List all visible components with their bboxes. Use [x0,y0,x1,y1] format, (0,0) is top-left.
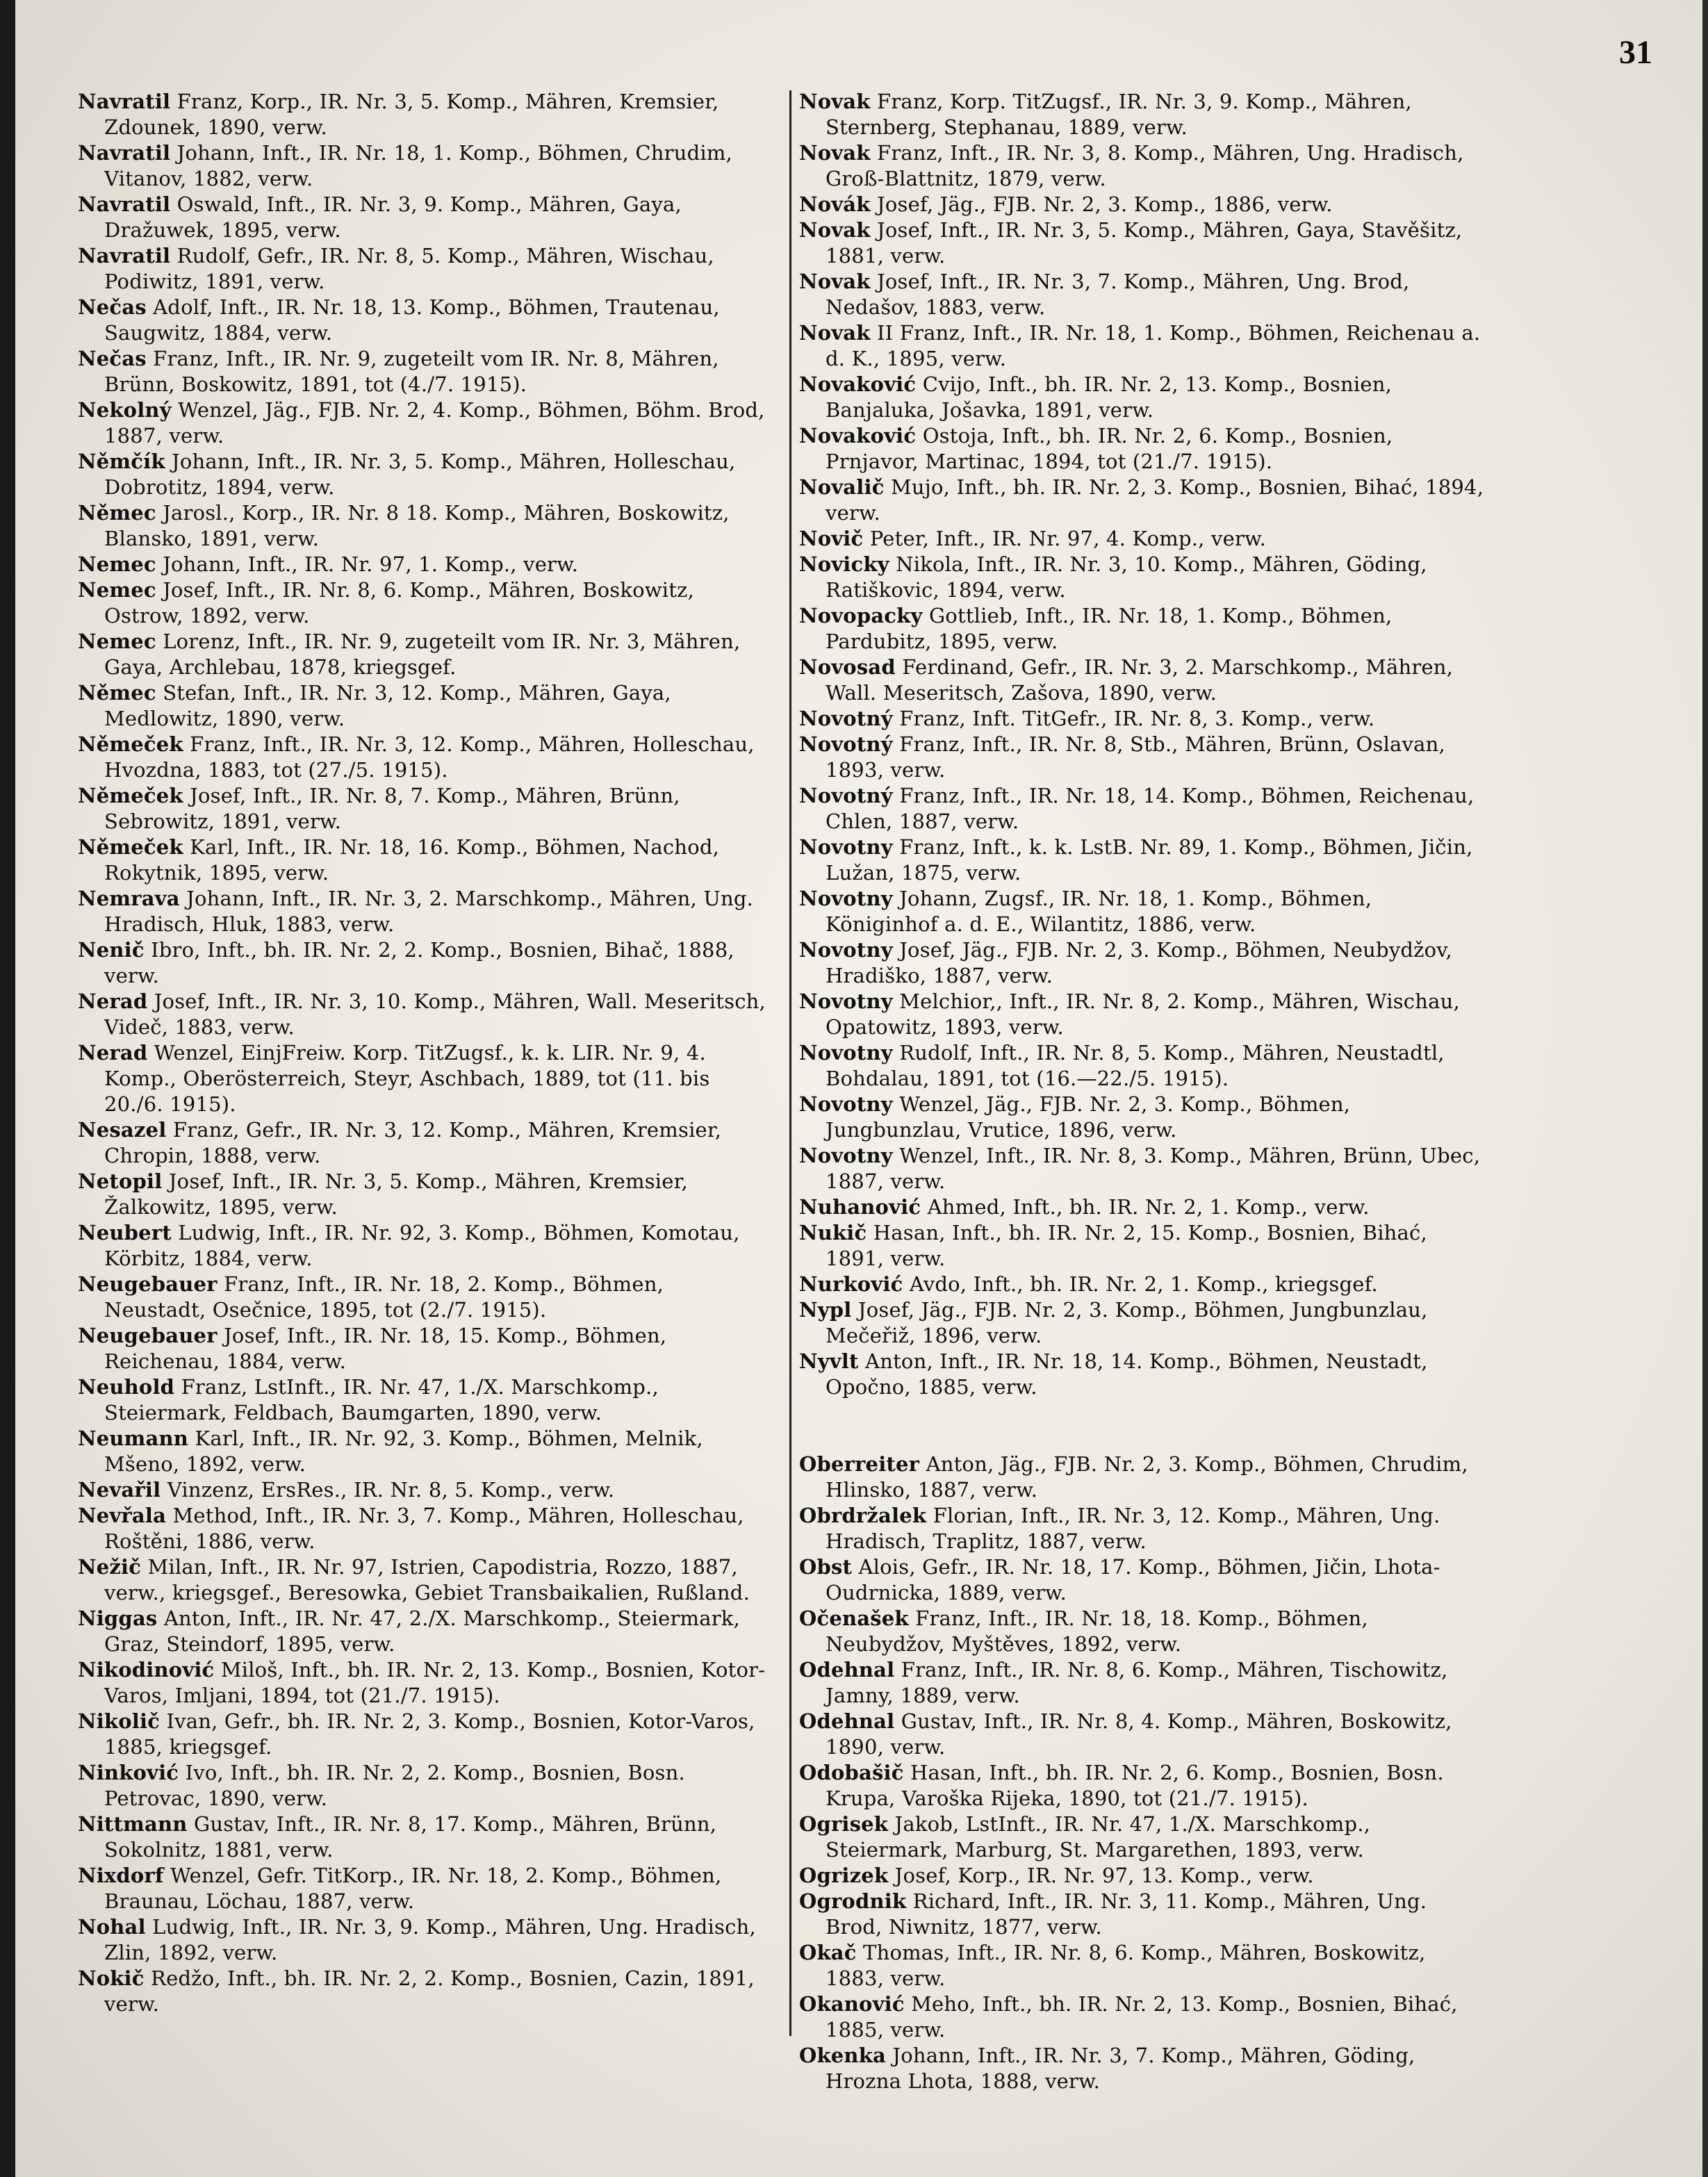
entry-surname: Novák [799,192,871,216]
register-entry [799,1452,1487,1503]
entry-surname: Ninković [78,1761,179,1784]
entry-details: Rudolf, Inft., IR. Nr. 8, 5. Komp., Mähren, Neustadtl, Bohdalau, 1891, tot (16.—22./5. 1915). [826,1041,1445,1090]
entry-details: Karl, Inft., IR. Nr. 18, 16. Komp., Böhmen, Nachod, Rokytnik, 1895, verw. [104,835,720,885]
register-entry [78,1272,766,1323]
entry-surname: Nokič [78,1966,145,1990]
entry-surname: Nesazel [78,1118,167,1142]
entry-details: Ludwig, Inft., IR. Nr. 92, 3. Komp., Böhmen, Komotau, Körbitz, 1884, verw. [104,1221,740,1270]
register-entry [799,1889,1487,1940]
entry-details: Franz, Inft., IR. Nr. 3, 8. Komp., Mähren, Ung. Hradisch, Groß-Blattnitz, 1879, verw. [826,141,1464,190]
entry-details: Josef, Inft., IR. Nr. 18, 15. Komp., Böhmen, Reichenau, 1884, verw. [104,1324,667,1373]
register-entry [799,989,1487,1040]
register-entry [799,526,1487,552]
page-number: 31 [1619,34,1652,71]
register-entry [78,1606,766,1657]
entry-surname: Odobašič [799,1761,904,1784]
register-entry [799,655,1487,706]
register-entry [799,475,1487,526]
entry-surname: Němeček [78,784,183,807]
register-entry [799,1554,1487,1606]
entry-details: Wenzel, Gefr. TitKorp., IR. Nr. 18, 2. Komp., Böhmen, Braunau, Löchau, 1887, verw. [104,1864,722,1913]
entry-surname: Okač [799,1941,857,1964]
entry-details: Ibro, Inft., bh. IR. Nr. 2, 2. Komp., Bosnien, Bihač, 1888, verw. [104,938,734,987]
register-entry [78,346,766,397]
register-entry [78,732,766,783]
entry-surname: Nečas [78,347,147,370]
register-entry [78,1966,766,2017]
entry-details: Jakob, LstInft., IR. Nr. 47, 1./X. Marschkomp., Steiermark, Marburg, St. Margarethen, 1893, verw. [826,1812,1371,1862]
register-entry [78,397,766,449]
entry-surname: Nekolný [78,398,172,422]
entry-details: Oswald, Inft., IR. Nr. 3, 9. Komp., Mähren, Gaya, Dražuwek, 1895, verw. [104,192,682,242]
entry-details: Richard, Inft., IR. Nr. 3, 11. Komp., Mähren, Ung. Brod, Niwnitz, 1877, verw. [826,1889,1427,1939]
entry-surname: Neumann [78,1427,189,1450]
register-entry [78,1657,766,1709]
entry-details: Josef, Inft., IR. Nr. 3, 7. Komp., Mähren, Ung. Brod, Nedašov, 1883, verw. [826,270,1410,319]
right-column [799,89,1487,2094]
entry-surname: Novaković [799,372,917,396]
register-entry [799,1143,1487,1194]
entry-surname: Ogrisek [799,1812,889,1836]
register-entry [78,243,766,295]
register-entry [799,423,1487,475]
entry-surname: Nohal [78,1915,146,1939]
register-entry [799,372,1487,423]
register-entry [78,1709,766,1760]
entry-surname: Nerad [78,989,148,1013]
entry-details: Ludwig, Inft., IR. Nr. 3, 9. Komp., Mähren, Ung. Hradisch, Zlin, 1892, verw. [104,1915,756,1964]
entry-surname: Novopacky [799,604,923,627]
register-entry [78,577,766,629]
register-entry [799,1092,1487,1143]
entry-details: Franz, LstInft., IR. Nr. 47, 1./X. Marschkomp., Steiermark, Feldbach, Baumgarten, 1890, verw. [104,1375,659,1424]
entry-surname: Nittmann [78,1812,188,1836]
entry-details: Gustav, Inft., IR. Nr. 8, 4. Komp., Mähren, Boskowitz, 1890, verw. [826,1709,1452,1759]
register-entry [799,1194,1487,1220]
entry-details: Wenzel, Jäg., FJB. Nr. 2, 4. Komp., Böhmen, Böhm. Brod, 1887, verw. [104,398,765,447]
entry-surname: Nixdorf [78,1864,164,1887]
entry-details: Nikola, Inft., IR. Nr. 3, 10. Komp., Mähren, Göding, Ratiškovic, 1894, verw. [826,552,1427,602]
register-entry [799,783,1487,835]
entry-surname: Niggas [78,1607,158,1630]
entry-details: Josef, Inft., IR. Nr. 3, 10. Komp., Mähren, Wall. Meseritsch, Videč, 1883, verw. [104,989,766,1039]
entry-surname: Nemrava [78,887,180,910]
entry-surname: Němeček [78,732,183,756]
register-entry [799,1760,1487,1812]
entry-surname: Netopil [78,1169,163,1193]
entry-surname: Obst [799,1555,853,1579]
register-entry [799,1863,1487,1889]
entry-surname: Nikolič [78,1709,161,1733]
register-entry [78,192,766,243]
entry-surname: Novak [799,270,871,293]
entry-details: Johann, Inft., IR. Nr. 18, 1. Komp., Böhmen, Chrudim, Vitanov, 1882, verw. [104,141,732,190]
entry-details: Franz, Inft., IR. Nr. 3, 12. Komp., Mähren, Holleschau, Hvozdna, 1883, tot (27./5. 1915). [104,732,755,782]
register-entry [78,1374,766,1426]
entry-surname: Neugebauer [78,1324,217,1347]
register-entry [799,552,1487,603]
register-entry [78,1503,766,1554]
register-entry [78,1117,766,1169]
entry-surname: Novicky [799,552,889,576]
entry-details: Avdo, Inft., bh. IR. Nr. 2, 1. Komp., kriegsgef. [909,1272,1378,1296]
register-entry [799,732,1487,783]
entry-surname: Novak [799,90,871,113]
entry-details: Johann, Inft., IR. Nr. 3, 7. Komp., Mähren, Göding, Hrozna Lhota, 1888, verw. [826,2044,1415,2093]
register-entry [78,449,766,500]
entry-details: Wenzel, Jäg., FJB. Nr. 2, 3. Komp., Böhmen, Jungbunzlau, Vrutice, 1896, verw. [826,1092,1351,1142]
entry-details: Method, Inft., IR. Nr. 3, 7. Komp., Mähren, Holleschau, Roštěni, 1886, verw. [104,1504,744,1553]
register-entry [799,89,1487,140]
register-entry [78,1554,766,1606]
left-column [78,89,766,2017]
entry-surname: Nerad [78,1041,148,1065]
register-entry [799,1349,1487,1400]
section-gap [799,1400,1487,1452]
page-edge-left [0,0,15,2177]
entry-details: Vinzenz, ErsRes., IR. Nr. 8, 5. Komp., verw. [167,1478,615,1502]
entry-surname: Nuhanović [799,1195,921,1219]
entry-surname: Nemec [78,630,156,653]
column-divider [789,90,791,2036]
register-entry [799,1709,1487,1760]
register-entry [78,680,766,732]
register-entry [799,1503,1487,1554]
entry-surname: Novotný [799,784,893,807]
entry-surname: Navratil [78,141,171,165]
entry-details: Franz, Inft., k. k. LstB. Nr. 89, 1. Komp., Böhmen, Jičin, Lužan, 1875, verw. [826,835,1473,885]
register-entry [799,320,1487,372]
page-edge-right [1702,0,1708,2177]
register-entry [78,783,766,835]
entry-details: Gottlieb, Inft., IR. Nr. 18, 1. Komp., Böhmen, Pardubitz, 1895, verw. [826,604,1393,653]
register-entry [799,192,1487,217]
entry-surname: Novalič [799,475,885,499]
entry-surname: Novotny [799,1092,893,1116]
register-entry [799,269,1487,320]
register-entry [78,1040,766,1117]
entry-surname: Novotny [799,1041,893,1065]
entry-surname: Němec [78,501,156,525]
entry-surname: Odehnal [799,1709,895,1733]
entry-surname: Novaković [799,424,917,447]
entry-surname: Očenašek [799,1607,909,1630]
entry-details: Josef, Inft., IR. Nr. 3, 5. Komp., Mähren, Kremsier, Žalkowitz, 1895, verw. [104,1169,688,1219]
entry-surname: Novosad [799,655,896,679]
entry-surname: Nenič [78,938,145,962]
entry-surname: Novotny [799,938,893,962]
entry-surname: Neugebauer [78,1272,217,1296]
entry-details: Hasan, Inft., bh. IR. Nr. 2, 15. Komp., Bosnien, Bihać, 1891, verw. [826,1221,1427,1270]
entry-surname: Neubert [78,1221,172,1244]
entry-details: Franz, Korp. TitZugsf., IR. Nr. 3, 9. Komp., Mähren, Sternberg, Stephanau, 1889, verw. [826,90,1412,139]
entry-details: Anton, Jäg., FJB. Nr. 2, 3. Komp., Böhmen, Chrudim, Hlinsko, 1887, verw. [826,1452,1468,1502]
register-entry [78,89,766,140]
entry-details: Ivan, Gefr., bh. IR. Nr. 2, 3. Komp., Bosnien, Kotor-Varos, 1885, kriegsgef. [104,1709,755,1759]
register-entry [799,603,1487,655]
entry-details: Josef, Inft., IR. Nr. 8, 6. Komp., Mähren, Boskowitz, Ostrow, 1892, verw. [104,578,695,627]
entry-details: Wenzel, EinjFreiw. Korp. TitZugsf., k. k. LIR. Nr. 9, 4. Komp., Oberösterreich, Steyr, Aschbach, 1889, tot (11. bis 20./6. 1915). [104,1041,710,1116]
entry-surname: Oberreiter [799,1452,920,1476]
register-entry [799,835,1487,886]
entry-surname: Navratil [78,192,171,216]
entry-details: Stefan, Inft., IR. Nr. 3, 12. Komp., Mähren, Gaya, Medlowitz, 1890, verw. [104,681,671,730]
entry-details: Florian, Inft., IR. Nr. 3, 12. Komp., Mähren, Ung. Hradisch, Traplitz, 1887, verw. [826,1504,1440,1553]
entry-details: Johann, Inft., IR. Nr. 3, 5. Komp., Mähren, Holleschau, Dobrotitz, 1894, verw. [104,450,736,499]
register-entry [78,1863,766,1914]
entry-surname: Nyvlt [799,1349,859,1373]
entry-details: Miloš, Inft., bh. IR. Nr. 2, 13. Komp., Bosnien, Kotor-Varos, Imljani, 1894, tot (21./7. 1915). [104,1658,766,1707]
entry-details: Franz, Inft., IR. Nr. 18, 2. Komp., Böhmen, Neustadt, Osečnice, 1895, tot (2./7. 1915). [104,1272,664,1322]
entry-details: Josef, Jäg., FJB. Nr. 2, 3. Komp., Böhmen, Neubydžov, Hradiško, 1887, verw. [826,938,1452,987]
entry-details: Karl, Inft., IR. Nr. 92, 3. Komp., Böhmen, Melnik, Mšeno, 1892, verw. [104,1427,703,1476]
entry-details: Gustav, Inft., IR. Nr. 8, 17. Komp., Mähren, Brünn, Sokolnitz, 1881, verw. [104,1812,717,1862]
register-entry [799,886,1487,937]
entry-surname: Nevřala [78,1504,167,1527]
entry-details: Milan, Inft., IR. Nr. 97, Istrien, Capodistria, Rozzo, 1887, verw., kriegsgef., Beresowka, Gebiet Transbaikalien, Rußland. [104,1555,750,1604]
register-entry [799,1991,1487,2043]
entry-details: Franz, Inft., IR. Nr. 18, 18. Komp., Böhmen, Neubydžov, Myštěves, 1892, verw. [826,1607,1368,1656]
register-entry [78,629,766,680]
entry-surname: Nemec [78,578,156,602]
entry-details: Cvijo, Inft., bh. IR. Nr. 2, 13. Komp., Bosnien, Banjaluka, Jošavka, 1891, verw. [826,372,1393,422]
entry-details: Rudolf, Gefr., IR. Nr. 8, 5. Komp., Mähren, Wischau, Podiwitz, 1891, verw. [104,244,714,293]
register-entry [78,1169,766,1220]
entry-surname: Němeček [78,835,183,859]
entry-surname: Novotny [799,989,893,1013]
entry-details: Franz, Inft., IR. Nr. 8, Stb., Mähren, Brünn, Oslavan, 1893, verw. [826,732,1445,782]
register-entry [78,552,766,577]
register-entry [799,1606,1487,1657]
register-entry [799,1272,1487,1297]
entry-details: Ostoja, Inft., bh. IR. Nr. 2, 6. Komp., Bosnien, Prnjavor, Martinac, 1894, tot (21./7. 1915). [826,424,1393,473]
register-entry [799,706,1487,732]
entry-details: Ahmed, Inft., bh. IR. Nr. 2, 1. Komp., verw. [927,1195,1370,1219]
entry-details: Johann, Zugsf., IR. Nr. 18, 1. Komp., Böhmen, Königinhof a. d. E., Wilantitz, 1886, verw. [826,887,1372,936]
entry-details: Ferdinand, Gefr., IR. Nr. 3, 2. Marschkomp., Mähren, Wall. Meseritsch, Zašova, 1890, verw. [826,655,1454,705]
register-entry [799,1040,1487,1092]
entry-surname: Novotny [799,835,893,859]
entry-surname: Nevařil [78,1478,161,1502]
entry-details: Franz, Inft., IR. Nr. 18, 14. Komp., Böhmen, Reichenau, Chlen, 1887, verw. [826,784,1475,833]
register-entry [78,295,766,346]
entry-surname: Nikodinović [78,1658,215,1682]
entry-surname: Nečas [78,295,147,319]
entry-details: Meho, Inft., bh. IR. Nr. 2, 13. Komp., Bosnien, Bihać, 1885, verw. [826,1992,1458,2042]
entry-surname: Novak [799,321,871,345]
register-entry [799,140,1487,192]
entry-details: Wenzel, Inft., IR. Nr. 8, 3. Komp., Mähren, Brünn, Ubec, 1887, verw. [826,1144,1481,1193]
entry-details: Franz, Inft., IR. Nr. 9, zugeteilt vom IR. Nr. 8, Mähren, Brünn, Boskowitz, 1891, tot (4./7. 1915). [104,347,719,396]
right-column-n-entries [799,89,1487,1400]
entry-details: Alois, Gefr., IR. Nr. 18, 17. Komp., Böhmen, Jičin, Lhota-Oudrnicka, 1889, verw. [826,1555,1440,1604]
entry-details: Jarosl., Korp., IR. Nr. 8 18. Komp., Mähren, Boskowitz, Blansko, 1891, verw. [104,501,730,550]
entry-surname: Němčík [78,450,165,473]
entry-surname: Navratil [78,90,171,113]
right-column-o-entries [799,1452,1487,2094]
register-entry [78,1914,766,1966]
entry-surname: Navratil [78,244,171,268]
register-entry [78,1477,766,1503]
entry-surname: Nežič [78,1555,142,1579]
entry-details: Anton, Inft., IR. Nr. 47, 2./X. Marschkomp., Steiermark, Graz, Steindorf, 1895, verw. [104,1607,740,1656]
register-entry [799,937,1487,989]
entry-details: Josef, Jäg., FJB. Nr. 2, 3. Komp., Böhmen, Jungbunzlau, Mečeřiž, 1896, verw. [826,1298,1428,1347]
register-entry [78,1426,766,1477]
register-entry [78,937,766,989]
entry-surname: Ogrodnik [799,1889,907,1913]
entry-surname: Nukič [799,1221,867,1244]
register-entry [799,1812,1487,1863]
entry-surname: Novotný [799,732,893,756]
entry-details: Mujo, Inft., bh. IR. Nr. 2, 3. Komp., Bosnien, Bihać, 1894, verw. [826,475,1484,525]
entry-surname: Nurković [799,1272,903,1296]
entry-surname: Novotný [799,707,893,730]
entry-surname: Neuhold [78,1375,175,1399]
entry-surname: Okenka [799,2044,886,2067]
entry-details: Ivo, Inft., bh. IR. Nr. 2, 2. Komp., Bosnien, Bosn. Petrovac, 1890, verw. [104,1761,685,1810]
entry-details: Franz, Inft. TitGefr., IR. Nr. 8, 3. Komp., verw. [899,707,1375,730]
entry-details: Thomas, Inft., IR. Nr. 8, 6. Komp., Mähren, Boskowitz, 1883, verw. [826,1941,1426,1990]
register-entry [799,1220,1487,1272]
entry-details: Josef, Inft., IR. Nr. 8, 7. Komp., Mähren, Brünn, Sebrowitz, 1891, verw. [104,784,680,833]
entry-details: Josef, Korp., IR. Nr. 97, 13. Komp., verw. [894,1864,1314,1887]
register-entry [78,989,766,1040]
entry-details: Josef, Inft., IR. Nr. 3, 5. Komp., Mähren, Gaya, Stavěšitz, 1881, verw. [826,218,1463,268]
entry-surname: Novak [799,218,871,242]
entry-details: Redžo, Inft., bh. IR. Nr. 2, 2. Komp., Bosnien, Cazin, 1891, verw. [104,1966,755,2016]
register-entry [799,217,1487,269]
entry-details: Josef, Jäg., FJB. Nr. 2, 3. Komp., 1886, verw. [877,192,1333,216]
entry-details: Hasan, Inft., bh. IR. Nr. 2, 6. Komp., Bosnien, Bosn. Krupa, Varoška Rijeka, 1890, tot (21./7. 1915). [826,1761,1444,1810]
entry-surname: Novotny [799,887,893,910]
entry-details: Peter, Inft., IR. Nr. 97, 4. Komp., verw. [869,527,1267,550]
register-entry [78,1812,766,1863]
entry-details: Anton, Inft., IR. Nr. 18, 14. Komp., Böhmen, Neustadt, Opočno, 1885, verw. [826,1349,1428,1399]
register-entry [78,835,766,886]
entry-details: Lorenz, Inft., IR. Nr. 9, zugeteilt vom IR. Nr. 3, Mähren, Gaya, Archlebau, 1878, kriegsgef. [104,630,741,679]
register-entry [78,1220,766,1272]
entry-details: Johann, Inft., IR. Nr. 3, 2. Marschkomp., Mähren, Ung. Hradisch, Hluk, 1883, verw. [104,887,754,936]
register-entry [799,1940,1487,1991]
entry-details: Franz, Korp., IR. Nr. 3, 5. Komp., Mähren, Kremsier, Zdounek, 1890, verw. [104,90,719,139]
entry-details: Adolf, Inft., IR. Nr. 18, 13. Komp., Böhmen, Trautenau, Saugwitz, 1884, verw. [104,295,720,345]
entry-surname: Nypl [799,1298,852,1322]
register-entry [799,1297,1487,1349]
entry-details: Johann, Inft., IR. Nr. 97, 1. Komp., verw. [163,552,579,576]
entry-details: Franz, Gefr., IR. Nr. 3, 12. Komp., Mähren, Kremsier, Chropin, 1888, verw. [104,1118,722,1167]
entry-surname: Nemec [78,552,156,576]
register-entry [78,886,766,937]
register-entry [78,140,766,192]
entry-surname: Novak [799,141,871,165]
entry-details: II Franz, Inft., IR. Nr. 18, 1. Komp., Böhmen, Reichenau a. d. K., 1895, verw. [826,321,1481,370]
entry-details: Franz, Inft., IR. Nr. 8, 6. Komp., Mähren, Tischowitz, Jamny, 1889, verw. [826,1658,1448,1707]
entry-details: Melchior,, Inft., IR. Nr. 8, 2. Komp., Mähren, Wischau, Opatowitz, 1893, verw. [826,989,1460,1039]
register-entry [799,2043,1487,2094]
entry-surname: Obrdržalek [799,1504,927,1527]
register-entry [78,1760,766,1812]
register-entry [799,1657,1487,1709]
entry-surname: Novotny [799,1144,893,1167]
register-entry [78,500,766,552]
entry-surname: Odehnal [799,1658,895,1682]
entry-surname: Němec [78,681,156,705]
entry-surname: Novič [799,527,864,550]
register-entry [78,1323,766,1374]
entry-surname: Ogrizek [799,1864,889,1887]
entry-surname: Okanović [799,1992,905,2016]
